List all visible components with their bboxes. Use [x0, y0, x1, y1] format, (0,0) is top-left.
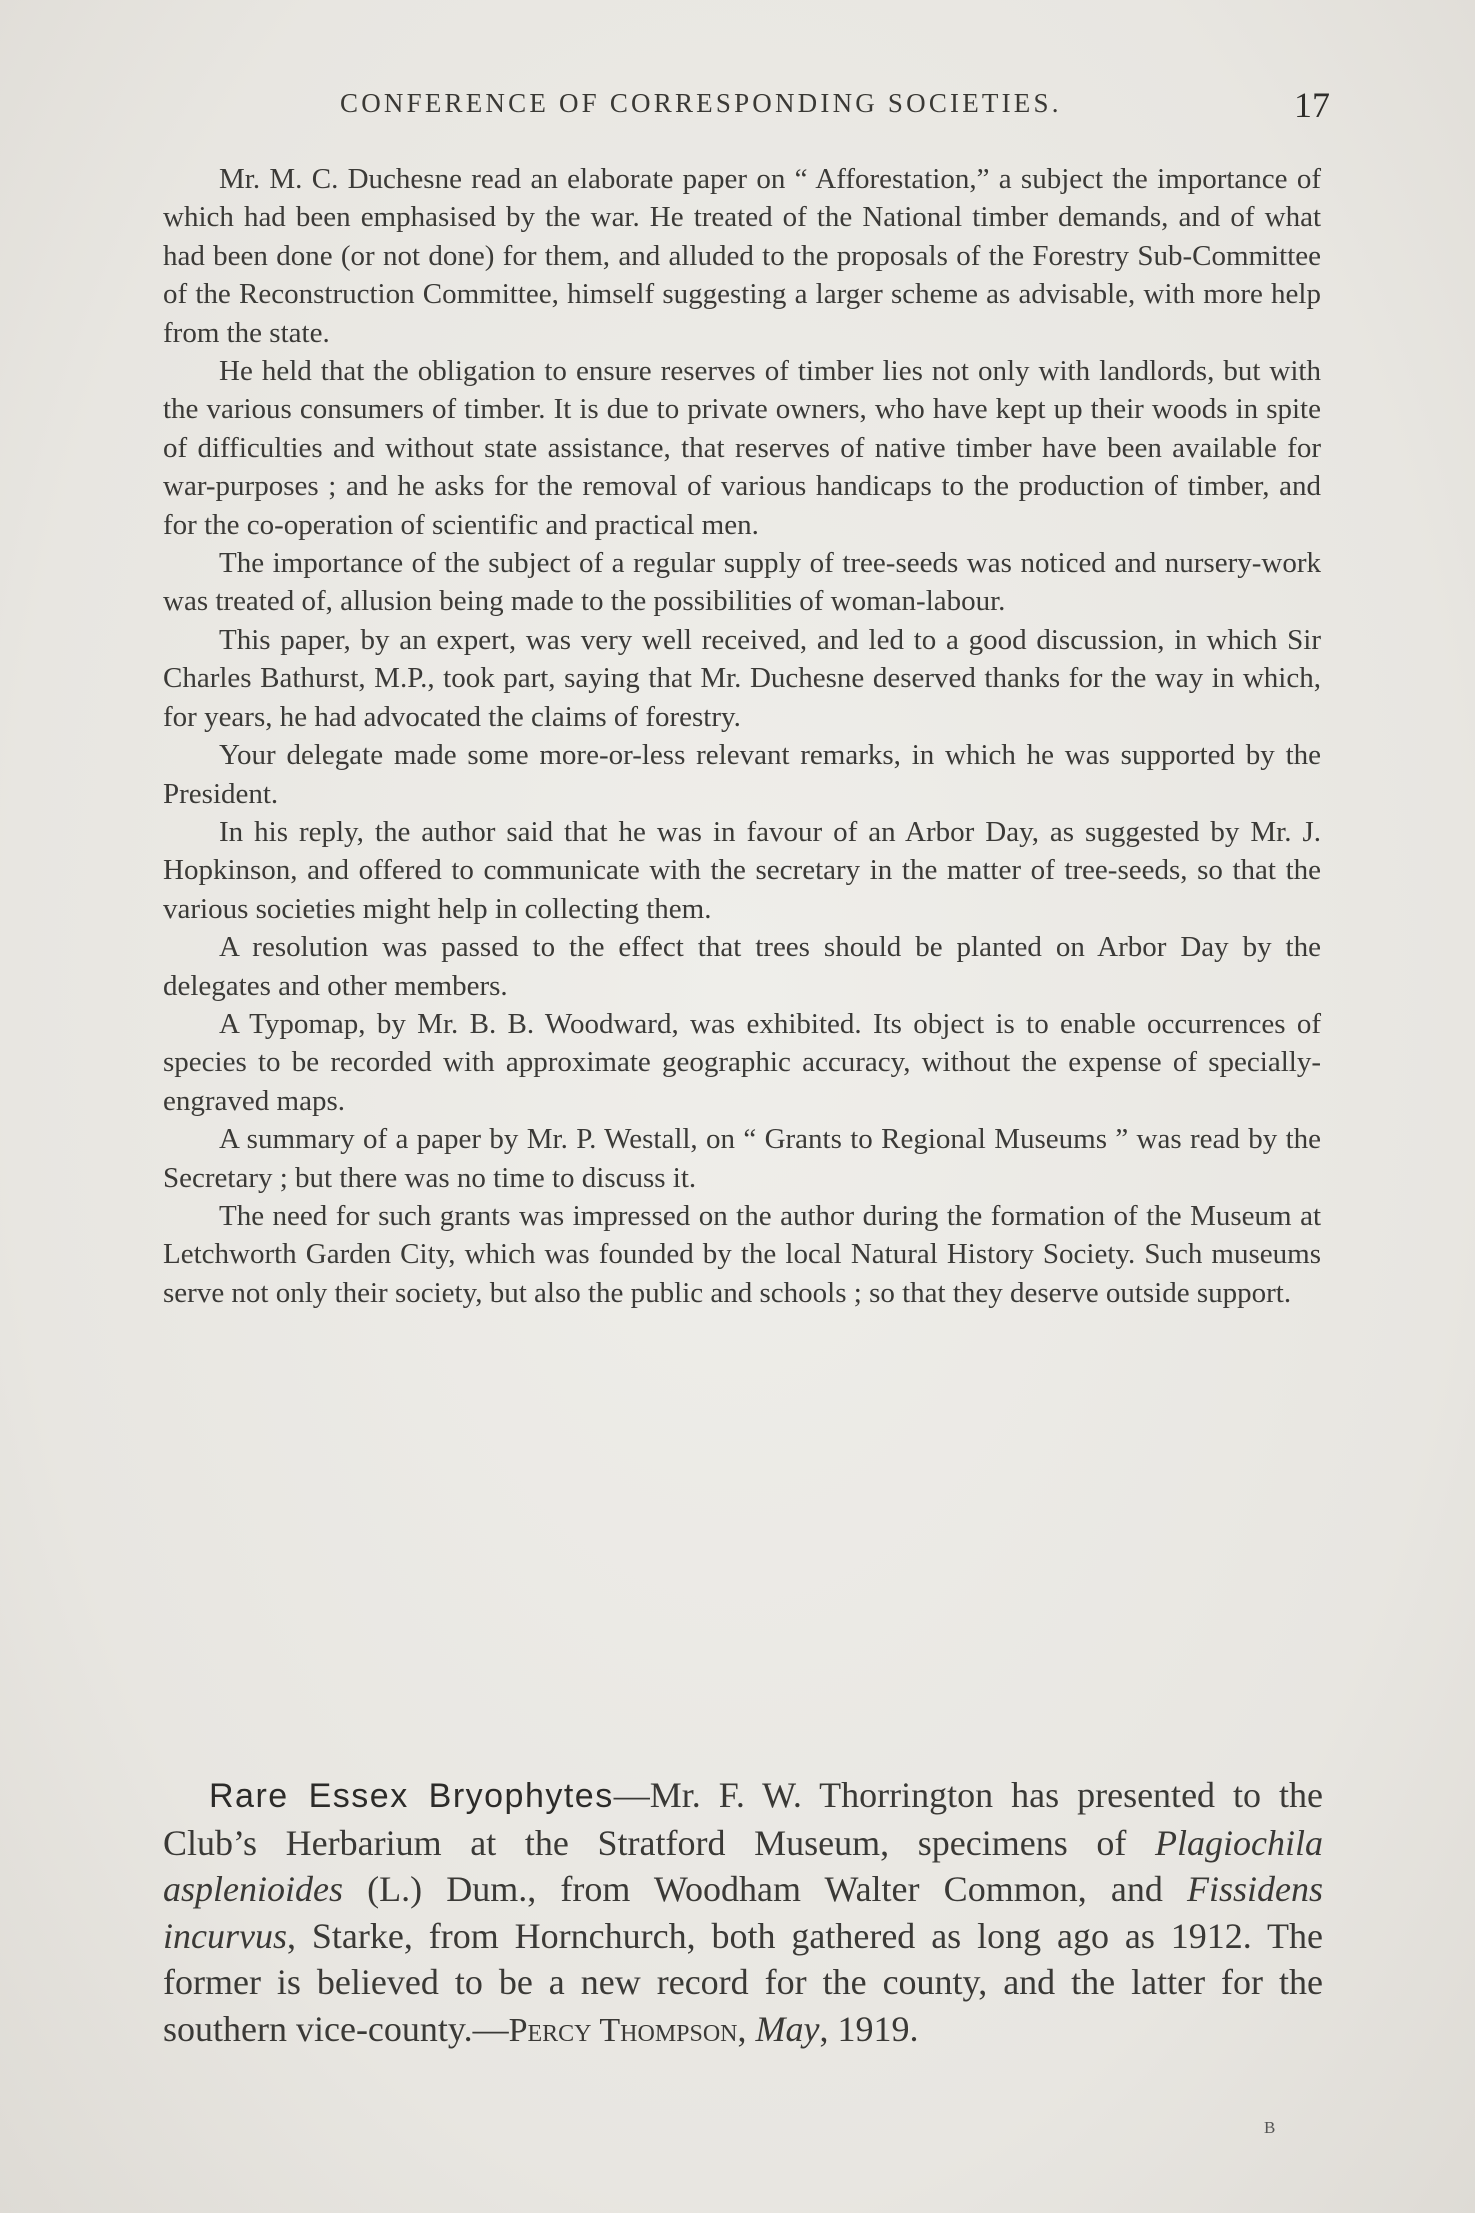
running-header [160, 85, 1330, 128]
note-dash: — [613, 1775, 650, 1815]
paragraph: Mr. M. C. Duchesne read an elaborate paper on “ Afforestation,” a subject the importance of which had been emphasised by the war. He treated of the National timber demands, and of what had been done (or not done) for them, and alluded to the proposals of the Forestry Sub-Committee of the Reconstruction Committee, himself suggesting a larger scheme as advisable, with more help from the state. [163, 163, 1321, 349]
bryophytes-note [163, 1772, 1323, 2054]
note-paragraph [163, 1772, 1323, 2054]
note-date-year: , 1919. [819, 2008, 919, 2049]
note-heading: Rare Essex Bryophytes [209, 1777, 614, 1815]
paragraph: A resolution was passed to the effect that trees should be planted on Arbor Day by the delegates and other members. [163, 931, 1321, 1002]
paragraph: He held that the obligation to ensure reserves of timber lies not only with landlords, but with the various consumers of timber. It is due to private owners, who have kept up their woods in spite of difficulties and without state assistance, that reserves of native timber have been available for war-purposes ; and he asks for the removal of various handicaps to the production of timber, and for the co-operation of scientific and practical men. [163, 355, 1321, 541]
note-author: Percy Thompson [508, 2011, 738, 2049]
paragraph: A summary of a paper by Mr. P. Westall, on “ Grants to Regional Museums ” was read by the Secretary ; but there was no time to discuss it. [163, 1123, 1321, 1194]
note-dash: — [472, 2008, 509, 2049]
body-text [163, 160, 1321, 1312]
paragraph: This paper, by an expert, was very well received, and led to a good discussion, in which Sir Charles Bathurst, M.P., took part, saying that Mr. Duchesne deserved thanks for the way in which, for years, he had advocated the claims of forestry. [163, 623, 1321, 733]
running-title: CONFERENCE OF CORRESPONDING SOCIETIES. [340, 88, 1062, 118]
page-number: 17 [1294, 85, 1330, 125]
species-name: Plagiochila asplenioides [163, 1822, 1323, 1909]
paragraph: Your delegate made some more-or-less relevant remarks, in which he was supported by the President. [163, 739, 1321, 810]
note-text: , Starke, from Hornchurch, both gathered as long ago as 1912. The former is believed to be a new record for the county, and the latter for the southern vice-county. [163, 1915, 1323, 2049]
signature-mark: B [1264, 2118, 1276, 2137]
paragraph: In his reply, the author said that he was in favour of an Arbor Day, as suggested by Mr. J. Hopkinson, and offered to communicate with the secretary in the matter of tree-seeds, so that the various societies might help in collecting them. [163, 815, 1321, 925]
species-name: Fissidens incurvus [163, 1869, 1323, 1956]
note-text: Mr. F. W. Thorrington has presented to the Club’s Herbarium at the Stratford Museum, specimens of [163, 1775, 1323, 1863]
paragraph: The importance of the subject of a regular supply of tree-seeds was noticed and nursery-work was treated of, allusion being made to the possibilities of woman-labour. [163, 547, 1321, 618]
note-date-month: May [755, 2008, 820, 2049]
paragraph: The need for such grants was impressed on the author during the formation of the Museum at Letchworth Garden City, which was founded by the local Natural History Society. Such museums serve not only their society, but also the public and schools ; so that they deserve outside support. [163, 1199, 1321, 1309]
note-text: (L.) Dum., from Woodham Walter Common, and [342, 1869, 1187, 1909]
note-separator: , [737, 2008, 756, 2049]
paragraph: A Typomap, by Mr. B. B. Woodward, was exhibited. Its object is to enable occurrences of species to be recorded with approximate geographic accuracy, without the expense of specially-engraved maps. [163, 1007, 1321, 1117]
